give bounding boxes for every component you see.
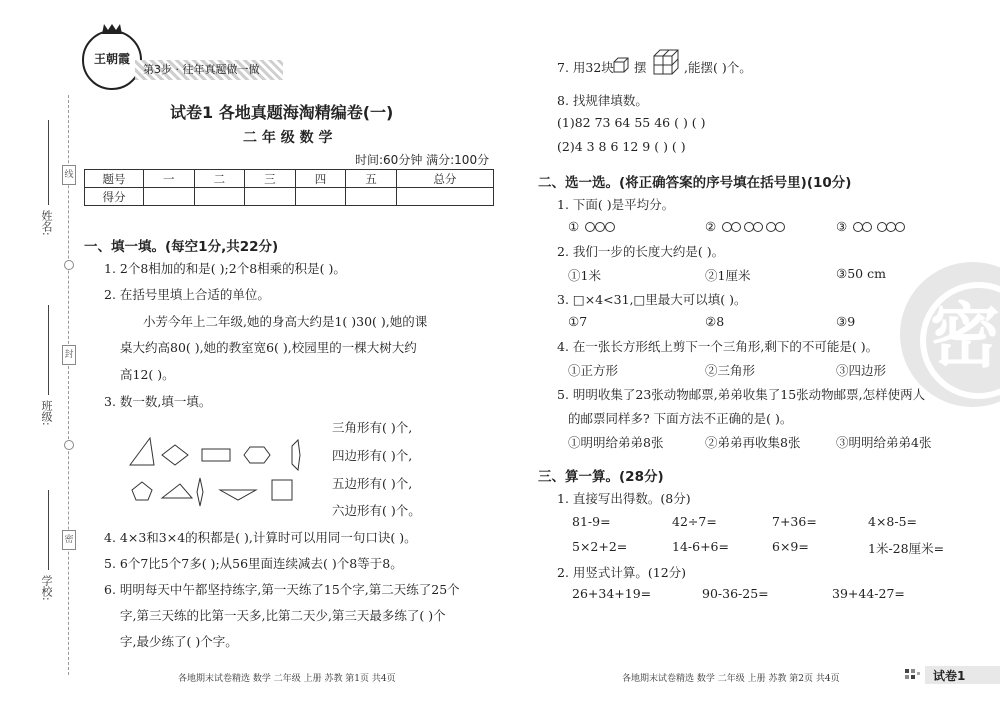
option-2-1-c: ③ — [836, 219, 848, 234]
score-header-cell: 四 — [295, 170, 346, 188]
school-label: 学校: — [40, 575, 53, 601]
question-1-3: 3. 数一数,填一填。 — [104, 394, 212, 409]
option-2-5-b: ②弟弟再收集8张 — [705, 435, 801, 450]
shape-count-pentagon: 五边形有( )个, — [332, 476, 413, 491]
question-1-2: 2. 在括号里填上合适的单位。 — [104, 287, 270, 302]
paper-info: 时间:60分钟 满分:100分 — [355, 153, 490, 167]
shape-count-hexagon: 六边形有( )个。 — [332, 503, 421, 518]
score-row-label: 得分 — [85, 188, 144, 206]
footer-left: 各地期末试卷精选 数学 二年级 上册 苏教 第1页 共4页 — [178, 674, 396, 684]
option-2-2-c: ③50 cm — [836, 266, 886, 281]
school-field[interactable] — [48, 490, 49, 570]
vertical-calc-item: 39+44-27= — [832, 586, 905, 601]
question-1-7-a: 7. 用32块 — [557, 60, 614, 75]
question-1-8-1: (1)82 73 64 55 46 ( ) ( ) — [557, 115, 706, 130]
question-3-2: 2. 用竖式计算。(12分) — [557, 565, 687, 580]
score-row — [85, 188, 494, 206]
circles-group-icon — [584, 220, 634, 234]
circles-uneven-icon — [852, 220, 922, 234]
score-header-cell: 五 — [346, 170, 397, 188]
question-1-7-b: 摆 — [634, 60, 647, 75]
large-cube-icon — [652, 48, 682, 76]
crown-icon — [102, 24, 122, 34]
question-1-2-line2: 桌大约高80( ),她的教室宽6( ),校园里的一棵大树大约 — [120, 340, 417, 355]
option-2-2-a: ①1米 — [568, 268, 601, 283]
question-1-5: 5. 6个7比5个7多( );从56里面连续减去( )个8等于8。 — [104, 556, 403, 571]
class-label: 班级: — [40, 400, 53, 426]
triangle-shape — [162, 484, 192, 498]
question-2-2: 2. 我们一步的长度大约是( )。 — [557, 244, 725, 259]
shape-count-triangle: 三角形有( )个, — [332, 420, 413, 435]
rectangle-shape — [202, 449, 230, 461]
option-2-5-a: ①明明给弟弟8张 — [568, 435, 664, 450]
score-cell[interactable] — [245, 188, 296, 206]
question-1-1: 1. 2个8相加的和是( );2个8相乘的积是( )。 — [104, 261, 346, 276]
question-3-1: 1. 直接写出得数。(8分) — [557, 491, 691, 506]
vertical-calc-item: 90-36-25= — [702, 586, 769, 601]
triangle-shape — [130, 438, 154, 465]
class-field[interactable] — [48, 305, 49, 395]
score-header-cell: 题号 — [85, 170, 144, 188]
score-header-cell: 一 — [144, 170, 195, 188]
question-2-1: 1. 下面( )是平均分。 — [557, 197, 675, 212]
grid-dots-icon — [905, 669, 921, 681]
question-1-8-2: (2)4 3 8 6 12 9 ( ) ( ) — [557, 139, 686, 154]
binding-dot — [64, 260, 74, 270]
paper-subject: 二 年 级 数 学 — [243, 130, 333, 146]
rhombus-shape — [162, 445, 188, 465]
option-2-1-a: ① — [568, 219, 580, 234]
option-2-3-a: ①7 — [568, 314, 588, 329]
score-cell[interactable] — [144, 188, 195, 206]
score-table — [84, 169, 494, 206]
question-1-4: 4. 4×3和3×4的积都是( ),计算时可以用同一句口诀( )。 — [104, 530, 417, 545]
option-2-3-b: ②8 — [705, 314, 725, 329]
paper-title: 试卷1 各地真题海淘精编卷(一) — [170, 103, 394, 122]
question-1-6-line1: 6. 明明每天中午都坚持练字,第一天练了15个字,第二天练了25个 — [104, 582, 460, 597]
calc-item: 6×9= — [772, 539, 809, 554]
binding-dot — [64, 440, 74, 450]
option-2-4-c: ③四边形 — [836, 363, 887, 378]
circles-pairs-icon — [721, 220, 791, 234]
calc-item: 1米-28厘米= — [868, 541, 945, 556]
question-2-3: 3. □×4<31,□里最大可以填( )。 — [557, 292, 747, 307]
square-shape — [272, 480, 292, 500]
question-1-7-c: ,能摆( )个。 — [684, 60, 752, 75]
question-1-6-line2: 字,第三天练的比第一天多,比第二天少,第三天最多练了( )个 — [120, 608, 446, 623]
question-1-6-line3: 字,最少练了( )个字。 — [120, 634, 238, 649]
score-cell[interactable] — [396, 188, 493, 206]
name-field[interactable] — [48, 120, 49, 205]
brand-logo: 王朝霞 — [82, 30, 142, 90]
score-header-row — [85, 170, 494, 188]
section-2-heading: 二、选一选。(将正确答案的序号填在括号里)(10分) — [538, 175, 852, 191]
question-2-4: 4. 在一张长方形纸上剪下一个三角形,剩下的不可能是( )。 — [557, 339, 879, 354]
seal-character: 密 — [930, 294, 1000, 377]
hexagon-shape — [244, 447, 270, 463]
section-3-heading: 三、算一算。(28分) — [538, 469, 664, 485]
option-2-3-c: ③9 — [836, 314, 856, 329]
shapes-figure — [120, 430, 320, 510]
name-label: 姓名: — [40, 210, 53, 236]
option-2-1-b: ② — [705, 219, 717, 234]
score-cell[interactable] — [295, 188, 346, 206]
binding-box-secret: 密 — [62, 530, 76, 550]
calc-item: 42÷7= — [672, 514, 717, 529]
question-2-5-line2: 的邮票同样多? 下面方法不正确的是( )。 — [568, 411, 793, 426]
calc-item: 5×2+2= — [572, 539, 628, 554]
option-2-4-b: ②三角形 — [705, 363, 756, 378]
option-2-4-a: ①正方形 — [568, 363, 619, 378]
triangle-shape — [220, 490, 256, 500]
narrow-rhombus-shape — [197, 478, 203, 506]
binding-box-seal: 封 — [62, 345, 76, 365]
option-2-2-b: ②1厘米 — [705, 268, 751, 283]
footer-right: 各地期末试卷精选 数学 二年级 上册 苏教 第2页 共4页 — [622, 674, 840, 684]
shape-count-quad: 四边形有( )个, — [332, 448, 413, 463]
calc-item: 4×8-5= — [868, 514, 918, 529]
option-2-5-c: ③明明给弟弟4张 — [836, 435, 932, 450]
binding-box-line: 线 — [62, 165, 76, 185]
small-cube-icon — [612, 56, 630, 74]
calc-item: 7+36= — [772, 514, 817, 529]
calc-item: 14-6+6= — [672, 539, 729, 554]
score-header-cell: 三 — [245, 170, 296, 188]
section-1-heading: 一、填一填。(每空1分,共22分) — [84, 239, 279, 255]
pentagon-shape — [132, 482, 152, 500]
calc-item: 81-9= — [572, 514, 611, 529]
score-cell[interactable] — [346, 188, 397, 206]
score-header-cell: 总分 — [396, 170, 493, 188]
score-cell[interactable] — [194, 188, 245, 206]
question-2-5-line1: 5. 明明收集了23张动物邮票,弟弟收集了15张动物邮票,怎样使两人 — [557, 387, 926, 402]
pentagon-tall-shape — [292, 440, 300, 470]
paper-tag: 试卷1 — [933, 669, 966, 683]
step-banner: 第3步 · 往年真题做一做 — [135, 60, 283, 80]
question-1-8: 8. 找规律填数。 — [557, 93, 648, 108]
vertical-calc-item: 26+34+19= — [572, 586, 652, 601]
question-1-2-line1: 小芳今年上二年级,她的身高大约是1( )30( ),她的课 — [143, 314, 428, 329]
score-header-cell: 二 — [194, 170, 245, 188]
question-1-2-line3: 高12( )。 — [120, 367, 175, 382]
